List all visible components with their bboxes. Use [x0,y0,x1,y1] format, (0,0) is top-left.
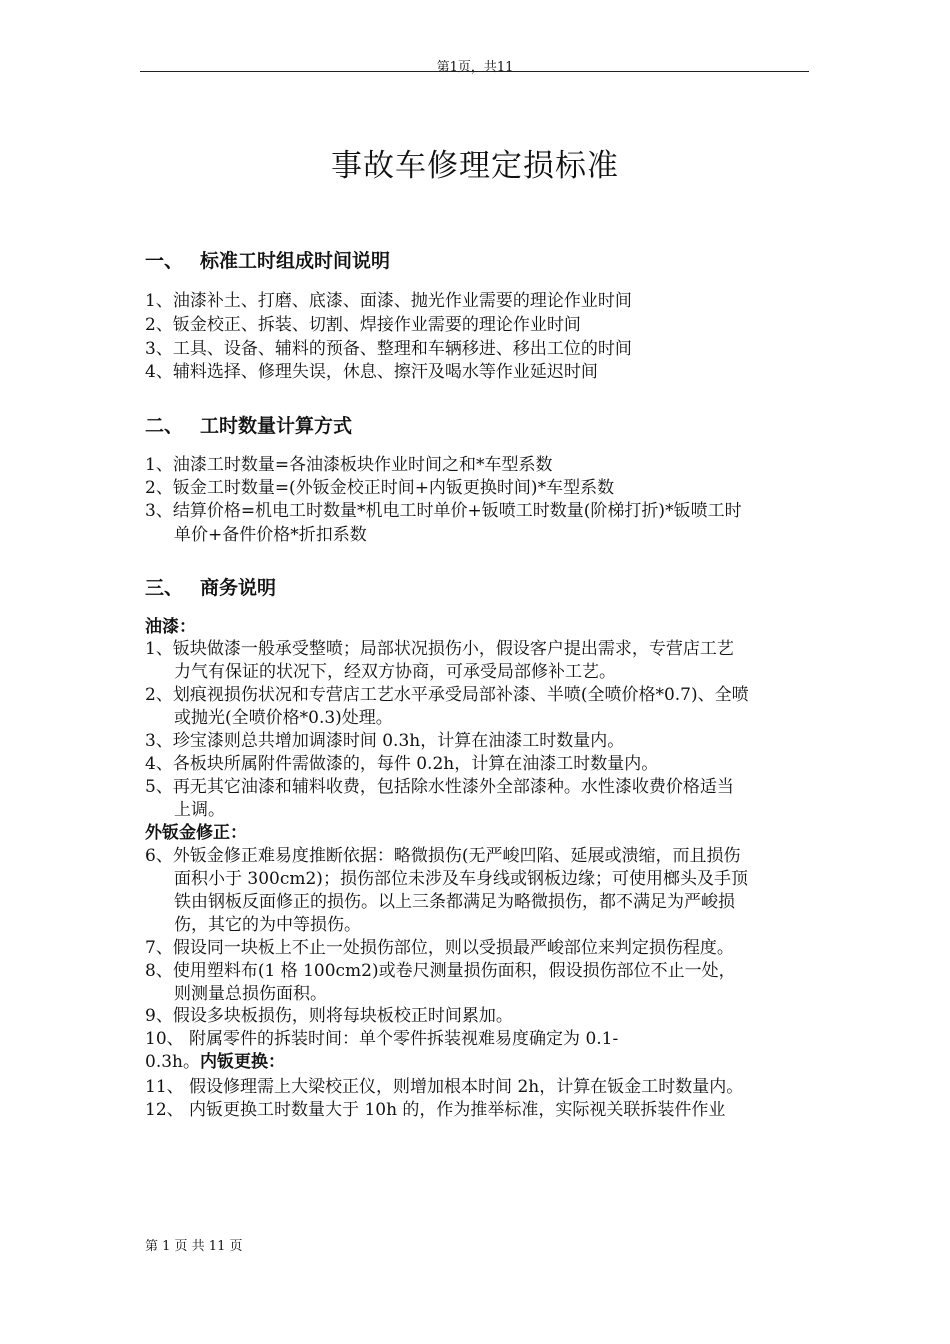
sheet-metal-subheading: 外钣金修正： [145,823,247,843]
inner-panel-line: 12、 内钣更换工时数量大于 10h 的，作为推举标准，实际视关联拆装件作业 [145,1100,726,1120]
section-1-line: 2、钣金校正、拆装、切割、焊接作业需要的理论作业时间 [145,315,581,335]
sheet-metal-line: 面积小于 300cm2)；损伤部位未涉及车身线或钢板边缘；可使用榔头及手顶 [174,869,748,889]
sheet-metal-line: 7、假设同一块板上不止一处损伤部位，则以受损最严峻部位来判定损伤程度。 [145,938,734,958]
sheet-metal-line: 8、使用塑料布(1 格 100cm2)或卷尺测量损伤面积，假设损伤部位不止一处， [145,961,736,981]
sheet-metal-line: 铁由钢板反面修正的损伤。以上三条都满足为略微损伤，都不满足为严峻损 [174,892,735,912]
paint-line: 1、钣块做漆一般承受整喷；局部状况损伤小，假设客户提出需求，专营店工艺 [145,639,734,659]
section-1-heading: 一、 标准工时组成时间说明 [145,250,391,272]
paint-line: 上调。 [174,800,225,820]
section-2-line: 1、油漆工时数量=各油漆板块作业时间之和*车型系数 [145,455,553,475]
sheet-metal-line: 0.3h。内钣更换： [145,1052,285,1072]
section-3-heading: 三、 商务说明 [145,577,277,599]
inner-panel-line: 11、 假设修理需上大梁校正仪，则增加根本时间 2h，计算在钣金工时数量内。 [145,1077,744,1097]
page-header: 第1页，共11 [436,60,514,75]
paint-line: 或抛光(全喷价格*0.3)处理。 [174,708,393,728]
sheet-metal-line: 6、外钣金修正难易度推断依据：略微损伤(无严峻凹陷、延展或溃缩，而且损伤 [145,846,741,866]
section-2-line: 2、钣金工时数量=(外钣金校正时间+内钣更换时间)*车型系数 [145,478,615,498]
paint-line: 2、划痕视损伤状况和专营店工艺水平承受局部补漆、半喷(全喷价格*0.7)、全喷 [145,685,749,705]
sheet-metal-line: 伤，其它的为中等损伤。 [174,915,361,935]
page-footer: 第 1 页 共 11 页 [145,1239,243,1254]
inner-panel-subheading: 内钣更换： [199,1052,285,1072]
paint-subheading: 油漆： [145,617,196,637]
section-2-heading: 二、 工时数量计算方式 [145,415,353,437]
paint-line: 4、各板块所属附件需做漆的，每件 0.2h，计算在油漆工时数量内。 [145,754,659,774]
paint-line: 5、再无其它油漆和辅料收费，包括除水性漆外全部漆种。水性漆收费价格适当 [145,777,734,797]
section-1-line: 4、辅料选择、修理失误，休息、擦汗及喝水等作业延迟时间 [145,362,598,382]
paint-line: 3、珍宝漆则总共增加调漆时间 0.3h，计算在油漆工时数量内。 [145,731,625,751]
section-1-line: 1、油漆补土、打磨、底漆、面漆、抛光作业需要的理论作业时间 [145,291,632,311]
sheet-metal-line: 10、 附属零件的拆装时间：单个零件拆装视难易度确定为 0.1- [145,1029,619,1049]
section-1-line: 3、工具、设备、辅料的预备、整理和车辆移进、移出工位的时间 [145,339,632,359]
sheet-metal-line: 9、假设多块板损伤，则将每块板校正时间累加。 [145,1006,513,1026]
section-2-line: 3、结算价格=机电工时数量*机电工时单价+钣喷工时数量(阶梯打折)*钣喷工时 [145,501,742,521]
sheet-metal-line: 则测量总损伤面积。 [174,984,327,1004]
section-2-line: 单价+备件价格*折扣系数 [174,525,367,545]
document-title: 事故车修理定损标准 [331,148,619,184]
header-divider [140,71,809,72]
paint-line: 力气有保证的状况下，经双方协商，可承受局部修补工艺。 [174,662,616,682]
